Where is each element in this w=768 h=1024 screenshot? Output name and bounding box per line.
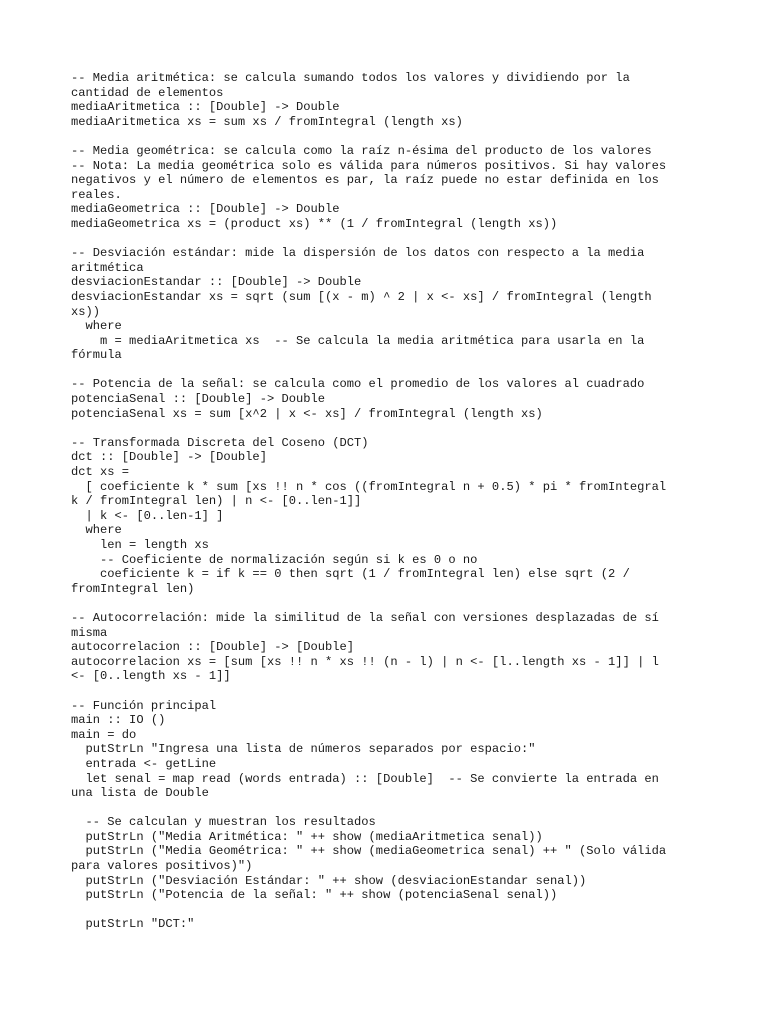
code-line: putStrLn "Ingresa una lista de números separados por espacio:" [71, 742, 536, 757]
code-block [71, 71, 701, 932]
code-line: reales. [71, 187, 122, 202]
code-line: len = length xs [71, 538, 209, 552]
code-line: autocorrelacion xs = [sum [xs !! n * xs !! (n - l) | n <- [l..length xs - 1]] | l [71, 654, 659, 669]
code-line: -- Transformada Discreta del Coseno (DCT) [71, 435, 369, 450]
code-line: entrada <- getLine [71, 756, 217, 771]
code-line: mediaGeometrica :: [Double] -> Double [71, 202, 340, 217]
code-line [71, 363, 701, 378]
code-line: desviacionEstandar :: [Double] -> Double [71, 275, 362, 290]
code-line: putStrLn ("Potencia de la señal: " ++ show (potenciaSenal senal)) [71, 888, 558, 903]
code-line [71, 421, 701, 436]
code-line [71, 903, 701, 918]
code-line: <- [0..length xs - 1]] [71, 669, 231, 684]
code-line: -- Desviación estándar: mide la dispersión de los datos con respecto a la media [71, 246, 645, 261]
code-line: aritmética [71, 260, 144, 275]
code-line: xs)) [71, 304, 101, 319]
code-line: m = mediaAritmetica xs -- Se calcula la media aritmética para usarla en la [71, 333, 645, 348]
code-line: cantidad de elementos [71, 85, 224, 100]
code-line: where [71, 319, 122, 334]
code-line: desviacionEstandar xs = sqrt (sum [(x - m) ^ 2 | x <- xs] / fromIntegral (length [71, 289, 652, 304]
code-line: | k <- [0..len-1] ] [71, 508, 224, 523]
code-document [71, 71, 701, 932]
code-line: potenciaSenal xs = sum [x^2 | x <- xs] / fromIntegral (length xs) [71, 406, 543, 421]
code-line: -- Potencia de la señal: se calcula como el promedio de los valores al cuadrado [71, 377, 645, 392]
code-line: k / fromIntegral len) | n <- [0..len-1]] [71, 494, 362, 509]
code-line: -- Nota: La media geométrica solo es válida para números positivos. Si hay valores [71, 158, 667, 173]
code-line: mediaAritmetica :: [Double] -> Double [71, 100, 340, 115]
code-line: putStrLn ("Media Geométrica: " ++ show (mediaGeometrica senal) ++ " (Solo válida [71, 844, 667, 859]
code-line: [ coeficiente k * sum [xs !! n * cos ((fromIntegral n + 0.5) * pi * fromIntegral [71, 479, 667, 494]
code-line: let senal = map read (words entrada) :: [Double] -- Se convierte la entrada en [71, 771, 659, 786]
code-line [71, 596, 701, 611]
code-line: putStrLn ("Media Aritmética: " ++ show (mediaAritmetica senal)) [71, 829, 543, 844]
code-line [71, 801, 701, 816]
code-line: mediaGeometrica xs = (product xs) ** (1 / fromIntegral (length xs)) [71, 216, 558, 231]
code-line [71, 232, 701, 247]
code-line: dct :: [Double] -> [Double] [71, 450, 267, 465]
code-line: dct xs = [71, 465, 130, 480]
code-line: -- Coeficiente de normalización según si k es 0 o no [71, 552, 478, 567]
code-line: autocorrelacion :: [Double] -> [Double] [71, 640, 355, 655]
code-line: fromIntegral len) [71, 581, 195, 596]
code-line: putStrLn "DCT:" [71, 917, 195, 932]
code-line: main :: IO () [71, 713, 166, 728]
code-line: potenciaSenal :: [Double] -> Double [71, 392, 326, 407]
code-line [71, 129, 701, 144]
code-line: -- Autocorrelación: mide la similitud de la señal con versiones desplazadas de sí [71, 610, 659, 625]
code-line: -- Media aritmética: se calcula sumando todos los valores y dividiendo por la [71, 71, 630, 85]
code-line: una lista de Double [71, 786, 209, 801]
code-line [71, 684, 701, 699]
code-line: main = do [71, 727, 137, 742]
code-line: -- Función principal [71, 698, 217, 713]
code-line: putStrLn ("Desviación Estándar: " ++ show (desviacionEstandar senal)) [71, 873, 587, 888]
code-line: para valores positivos)") [71, 859, 253, 874]
code-line: fórmula [71, 348, 122, 363]
code-line: where [71, 523, 122, 538]
code-line: negativos y el número de elementos es par, la raíz puede no estar definida en los [71, 173, 659, 188]
code-line: misma [71, 625, 108, 640]
code-line: coeficiente k = if k == 0 then sqrt (1 / fromIntegral len) else sqrt (2 / [71, 567, 630, 582]
code-line: -- Se calculan y muestran los resultados [71, 815, 376, 830]
code-line: -- Media geométrica: se calcula como la raíz n-ésima del producto de los valores [71, 143, 652, 158]
code-line: mediaAritmetica xs = sum xs / fromIntegral (length xs) [71, 114, 463, 129]
